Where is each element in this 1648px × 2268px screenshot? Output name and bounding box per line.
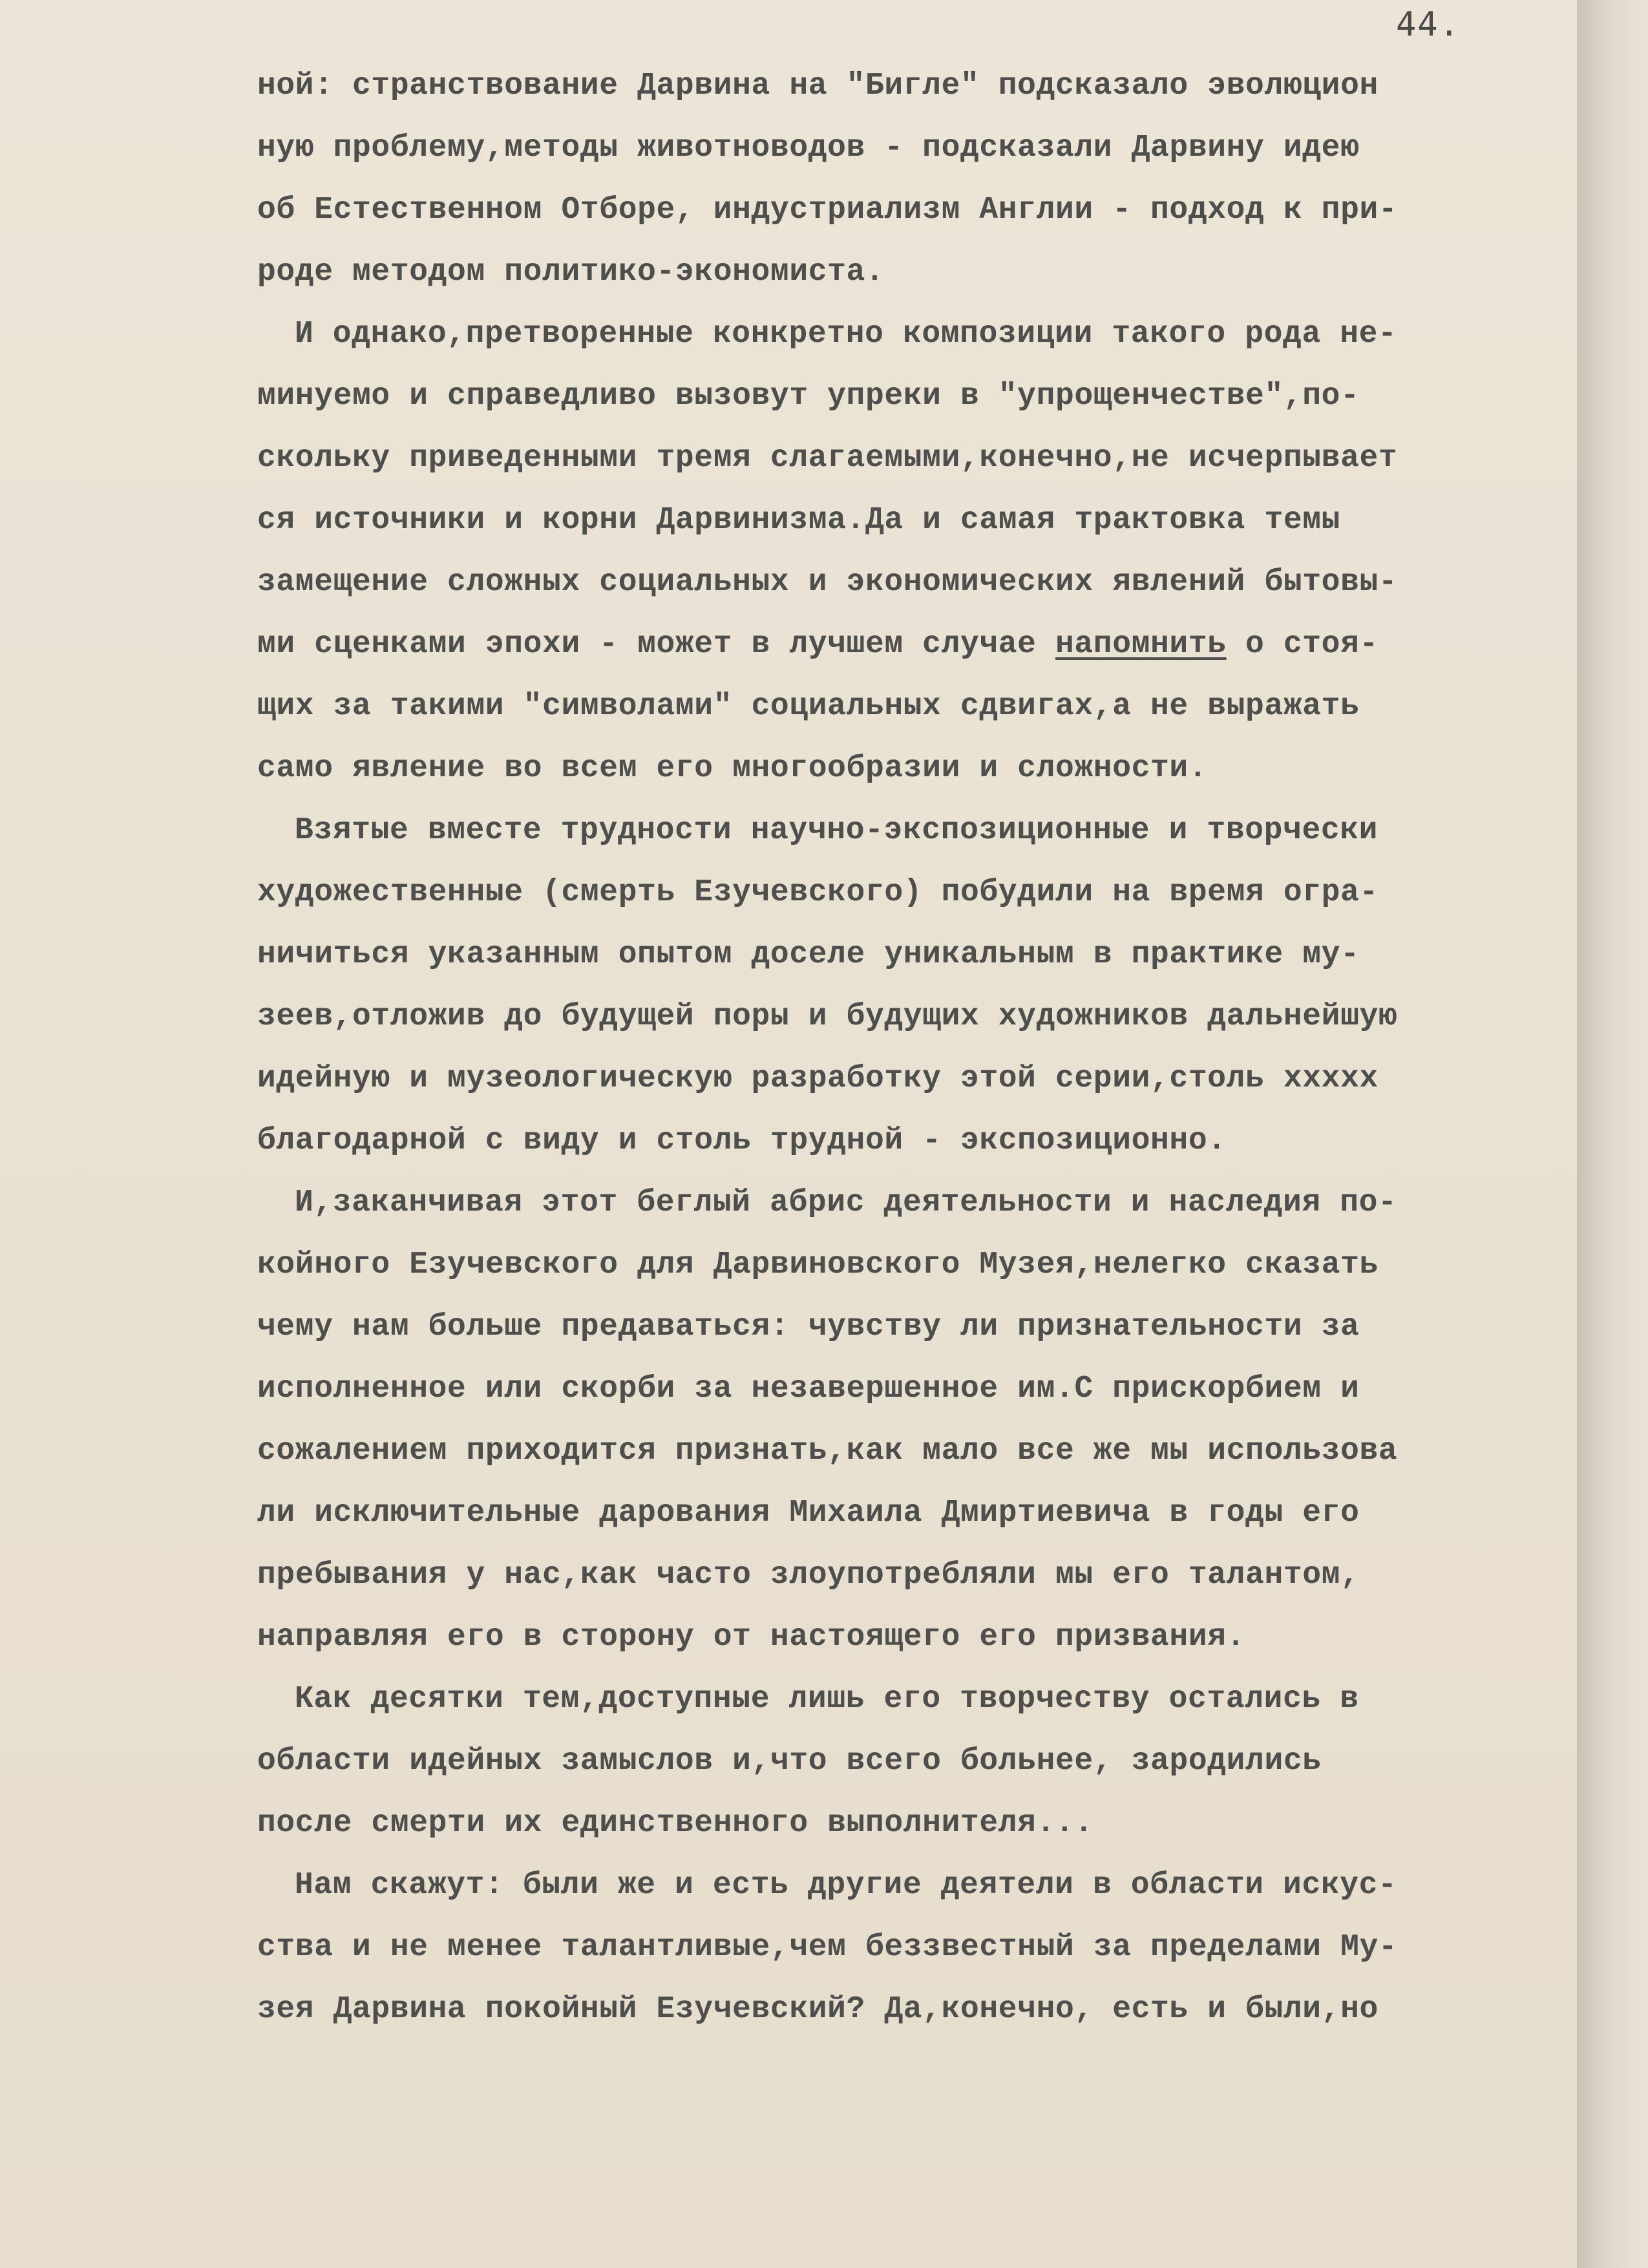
text-line: минуемо и справедливо вызовут упреки в "упрощенчестве",по- bbox=[257, 379, 1360, 414]
text-segment: ми сценками эпохи - может в лучшем случае bbox=[257, 627, 1055, 662]
underlined-word: напомнить bbox=[1055, 627, 1227, 662]
text-line: роде методом политико-экономиста. bbox=[257, 255, 885, 290]
text-line: зеев,отложив до будущей поры и будущих художников дальнейшую bbox=[257, 999, 1398, 1034]
text-line: ся источники и корни Дарвинизма.Да и самая трактовка темы bbox=[257, 503, 1341, 538]
struck-out-word: xxxxx bbox=[1283, 1061, 1379, 1096]
text-line: чему нам больше предаваться: чувству ли признательности за bbox=[257, 1309, 1360, 1344]
page-edge-shadow bbox=[1577, 0, 1648, 2268]
page-number: 44. bbox=[1396, 5, 1461, 44]
text-line: ной: странствование Дарвина на "Бигле" подсказало эволюцион bbox=[257, 69, 1379, 103]
typewritten-text bbox=[257, 55, 1563, 2040]
text-line: щих за такими "символами" социальных сдвигах,а не выражать bbox=[257, 689, 1360, 724]
text-line: ничиться указанным опытом доселе уникальным в практике му- bbox=[257, 937, 1360, 972]
text-line: скольку приведенными тремя слагаемыми,конечно,не исчерпывает bbox=[257, 441, 1398, 476]
paragraph-start-line: Как десятки тем,доступные лишь его творчеству остались в bbox=[295, 1682, 1359, 1717]
text-segment: о стоя- bbox=[1226, 627, 1379, 662]
text-line: зея Дарвина покойный Езучевский? Да,конечно, есть и были,но bbox=[257, 1992, 1379, 2027]
paragraph-start-line: И однако,претворенные конкретно композиции такого рода не- bbox=[295, 317, 1397, 352]
paragraph-start-line: Нам скажут: были же и есть другие деятели в области искус- bbox=[295, 1868, 1397, 1903]
paragraph-start-line: И,заканчивая этот беглый абрис деятельности и наследия по- bbox=[295, 1185, 1397, 1220]
text-line: исполненное или скорби за незавершенное им.С прискорбием и bbox=[257, 1372, 1360, 1406]
text-line: пребывания у нас,как часто злоупотребляли мы его талантом, bbox=[257, 1558, 1360, 1593]
text-line: ли исключительные дарования Михаила Дмиртиевича в годы его bbox=[257, 1496, 1360, 1531]
text-line: благодарной с виду и столь трудной - экспозиционно. bbox=[257, 1123, 1227, 1158]
text-line: об Естественном Отборе, индустриализм Англии - подход к при- bbox=[257, 193, 1398, 228]
paragraph-start-line: Взятые вместе трудности научно-экспозиционные и творчески bbox=[295, 813, 1379, 848]
text-line: койного Езучевского для Дарвиновского Музея,нелегко сказать bbox=[257, 1247, 1379, 1282]
text-line: направляя его в сторону от настоящего его призвания. bbox=[257, 1620, 1246, 1655]
text-line: после смерти их единственного выполнителя... bbox=[257, 1806, 1093, 1841]
text-line: само явление во всем его многообразии и сложности. bbox=[257, 751, 1208, 786]
text-segment: идейную и музеологическую разработку этой серии,столь bbox=[257, 1061, 1284, 1096]
text-line-with-strikeout bbox=[257, 1048, 1563, 1110]
text-line: замещение сложных социальных и экономических явлений бытовы- bbox=[257, 565, 1398, 600]
text-line: сожалением приходится признать,как мало все же мы использова bbox=[257, 1434, 1398, 1468]
text-line: ства и не менее талантливые,чем беззвестный за пределами Му- bbox=[257, 1930, 1398, 1965]
text-line: области идейных замыслов и,что всего больнее, зародились bbox=[257, 1744, 1322, 1779]
text-line: художественные (смерть Езучевского) побудили на время огра- bbox=[257, 875, 1379, 910]
text-line: ную проблему,методы животноводов - подсказали Дарвину идею bbox=[257, 131, 1360, 165]
text-line-with-underline bbox=[257, 613, 1563, 675]
